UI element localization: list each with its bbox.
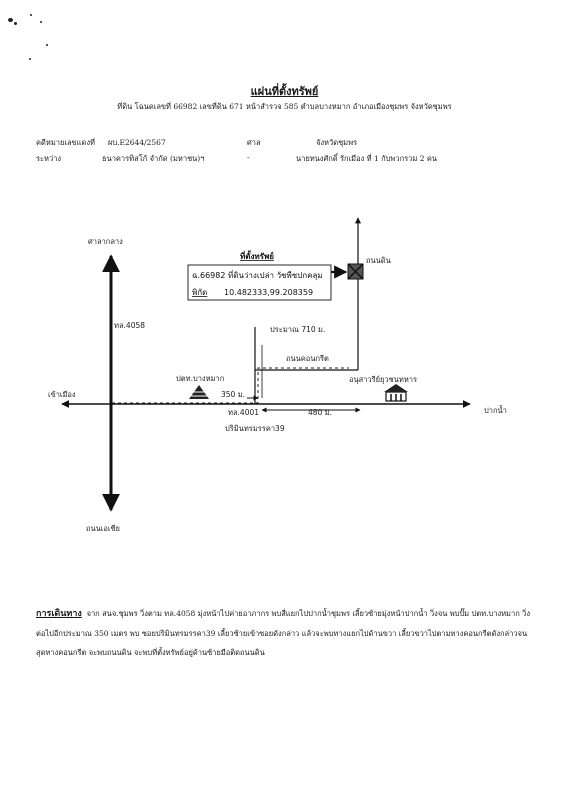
south-label: ถนนเอเชีย	[86, 524, 120, 533]
road-4058-label: ทล.4058	[114, 321, 146, 330]
gas-station-icon	[189, 385, 209, 399]
road-4001-label: ทล.4001	[228, 408, 260, 417]
distance-710-label: ประมาณ 710 ม.	[270, 325, 326, 334]
north-label: ศาลากลาง	[88, 237, 123, 246]
gas-station-label: ปตท.บางหมาก	[176, 374, 225, 383]
property-marker	[348, 264, 363, 279]
defendant: นายทนงศักดิ์ รักเมือง ที่ 1 กับพวกรวม 2 คน	[296, 154, 437, 163]
concrete-road-label: ถนนคอนกรีต	[286, 354, 329, 363]
west-label: เข้าเมือง	[48, 390, 76, 399]
info-box-coord-value: 10.482333,99.208359	[224, 288, 314, 297]
east-label: ปากน้ำ	[484, 406, 507, 415]
distance-480-label: 480 ม.	[308, 408, 333, 417]
distance-350-label: 350 ม.	[221, 390, 246, 399]
between-label: ระหว่าง	[36, 154, 62, 163]
dirt-road-label: ถนนดิน	[366, 256, 391, 265]
case-label: คดีหมายเลขแดงที่	[36, 138, 95, 147]
page-subtitle: ที่ดิน โฉนดเลขที่ 66982 เลขที่ดิน 671 หน้าสำรวจ 585 ตำบลบางหมาก อำเภอเมืองชุมพร จังหวัดชุมพร	[117, 102, 452, 111]
monument-label: อนุสาวรีย์ยุวชนทหาร	[349, 375, 418, 384]
soi-name-label: ปริมินทรมรรคา39	[225, 424, 285, 433]
travel-heading: การเดินทาง	[36, 609, 82, 619]
monument-icon	[384, 384, 408, 401]
info-box-coord-label: พิกัด	[192, 288, 208, 297]
party-separator: -	[247, 153, 250, 162]
court-label: ศาล	[247, 138, 261, 147]
travel-text: จาก สนจ.ชุมพร วิ่งตาม ทล.4058 มุ่งหน้าไปค่ายอาภากร พบสี่แยกไปปากน้ำชุมพร เลี้ยวซ้ายมุ่งหน้าปากน้ำ วิ่งจน พบปั๊ม ปตท.บางหมาก วิ่งต่อไปอีกประมาณ 350 เมตร พบ ซอยปริมินทรมรรคา39 เลี้ยวซ้ายเข้าซอยดังกล่าว แล้วจะพบทางแยกไปด้านขวา เลี้ยวขวาไปตามทางคอนกรีตดังกล่าวจนสุดทางคอนกรีต จะพบถนนดิน จะพบที่ตั้งทรัพย์อยู่ด้านซ้ายมือติดถนนดิน	[36, 609, 531, 657]
page-title: แผ่นที่ตั้งทรัพย์	[250, 85, 319, 98]
court-name: จังหวัดชุมพร	[316, 138, 358, 147]
info-box-title: ที่ตั้งทรัพย์	[240, 252, 274, 261]
travel-directions	[36, 604, 531, 662]
info-box-line1: ฉ.66982 ที่ดินว่างเปล่า วัชพืชปกคลุม	[192, 271, 323, 280]
case-number: ผบ.E2644/2567	[108, 138, 166, 147]
plaintiff: ธนาคารทิสโก้ จำกัด (มหาชน)ฯ	[102, 154, 205, 163]
